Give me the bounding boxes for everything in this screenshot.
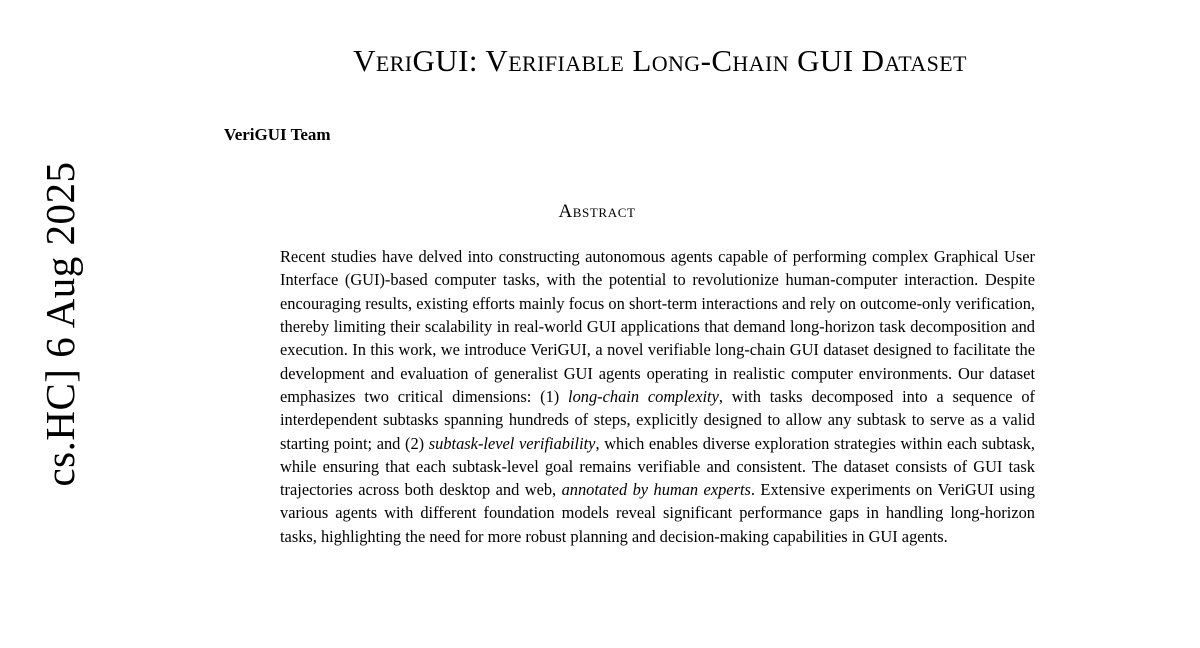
page-title	[120, 42, 1200, 79]
abstract-body	[120, 245, 1200, 548]
abstract-segment-1: Recent studies have delved into constructing autonomous agents capable of performing complex Graphical User Interface (GUI)-based computer tasks, with the potential to revolutionize human-computer interaction. Despite encouraging results, existing efforts mainly focus on short-term interactions and rely on outcome-only verification, thereby limiting their scalability in real-world GUI applications that demand long-horizon task decomposition and execution. In this work, we introduce VeriGUI, a novel verifiable long-chain GUI dataset designed to facilitate the development and evaluation of generalist GUI agents operating in realistic computer environments. Our dataset emphasizes two critical dimensions: (1)	[280, 247, 1035, 406]
abstract-segment-3: , which enables diverse exploration strategies within each subtask, while ensuring that each subtask-level goal remains verifiable and consistent. The dataset consists of GUI task trajectories across both desktop and web,	[280, 433, 1035, 500]
abstract-segment-4: . Extensive experiments on VeriGUI using various agents with different foundation models reveal significant performance gaps in handling long-horizon tasks, highlighting the need for more robust planning and decision-making capabilities in GUI agents.	[280, 480, 1035, 546]
page-title-text: VeriGUI: Verifiable Long-Chain GUI Dataset	[353, 43, 967, 78]
abstract-heading: Abstract	[558, 201, 636, 223]
paper-page	[120, 0, 1200, 648]
abstract-emphasis-1: long-chain complexity	[568, 386, 719, 406]
arxiv-stamp-text: cs.HC] 6 Aug 2025	[37, 161, 83, 487]
abstract-emphasis-2: subtask-level verifiability	[428, 433, 596, 453]
abstract-emphasis-3: annotated by human experts	[561, 480, 751, 500]
abstract-segment-2: , with tasks decomposed into a sequence of interdependent subtasks spanning hundreds of steps, explicitly designed to allow any subtask to serve as a valid starting point; and (2)	[280, 386, 1036, 453]
arxiv-margin-stamp	[0, 0, 120, 648]
author-list: VeriGUI Team	[224, 125, 331, 145]
